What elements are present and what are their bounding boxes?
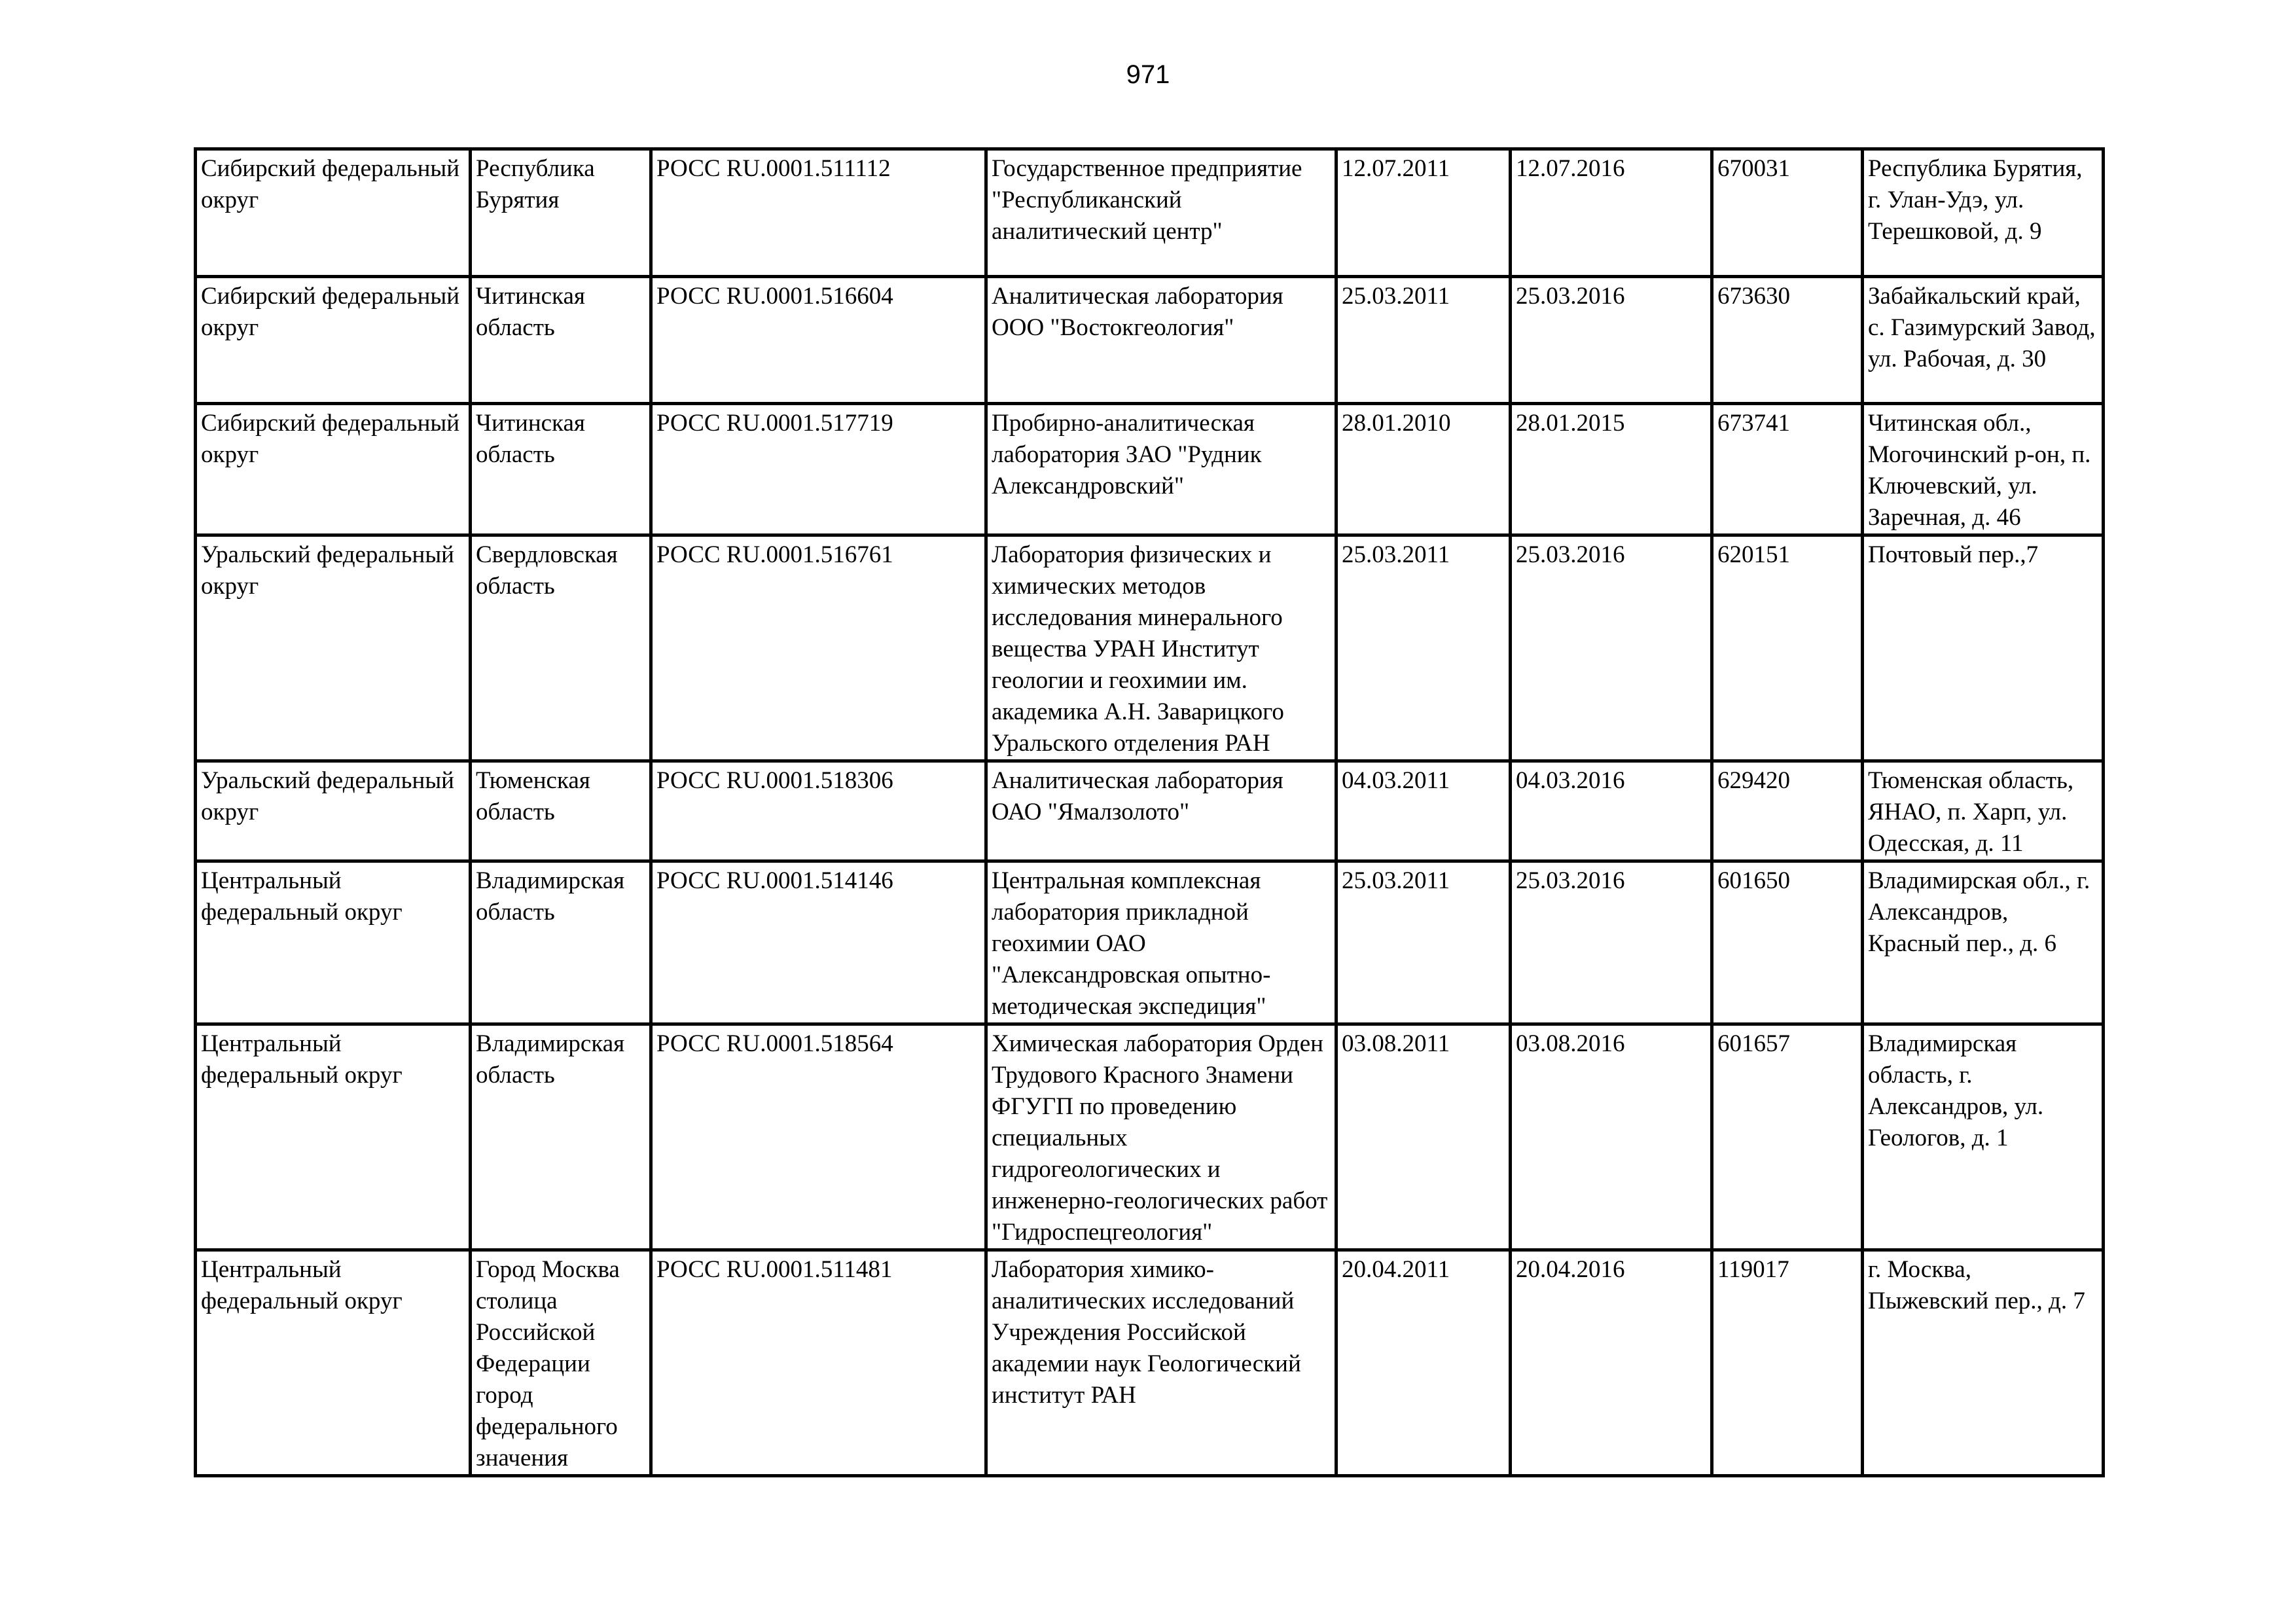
table-row [196,404,2104,535]
date-to-cell: 25.03.2016 [1511,535,1712,761]
postcode-cell: 673741 [1712,404,1863,535]
postcode-cell: 629420 [1712,761,1863,861]
organization-cell: Центральная комплексная лаборатория прикладной геохимии ОАО "Александровская опытно-методическая экспедиция" [986,861,1336,1024]
district-cell: Сибирский федеральный округ [196,149,471,277]
date-from-cell: 04.03.2011 [1336,761,1511,861]
accreditation-number-cell: РОСС RU.0001.511481 [651,1250,986,1476]
date-to-cell: 03.08.2016 [1511,1024,1712,1250]
organization-cell: Аналитическая лаборатория ООО "Востокгеология" [986,277,1336,404]
address-cell: г. Москва, Пыжевский пер., д. 7 [1863,1250,2104,1476]
district-cell: Центральный федеральный округ [196,861,471,1024]
table-row [196,535,2104,761]
accreditation-number-cell: РОСС RU.0001.517719 [651,404,986,535]
address-cell: Почтовый пер.,7 [1863,535,2104,761]
district-cell: Сибирский федеральный округ [196,277,471,404]
postcode-cell: 119017 [1712,1250,1863,1476]
region-cell: Тюменская область [471,761,651,861]
accreditation-number-cell: РОСС RU.0001.518306 [651,761,986,861]
date-to-cell: 04.03.2016 [1511,761,1712,861]
region-cell: Город Москва столица Российской Федерации город федерального значения [471,1250,651,1476]
date-to-cell: 25.03.2016 [1511,861,1712,1024]
postcode-cell: 601657 [1712,1024,1863,1250]
organization-cell: Лаборатория химико-аналитических исследований Учреждения Российской академии наук Геологический институт РАН [986,1250,1336,1476]
date-to-cell: 12.07.2016 [1511,149,1712,277]
date-to-cell: 28.01.2015 [1511,404,1712,535]
table-row [196,761,2104,861]
table-row [196,861,2104,1024]
date-from-cell: 25.03.2011 [1336,861,1511,1024]
accreditation-number-cell: РОСС RU.0001.511112 [651,149,986,277]
table-row [196,1024,2104,1250]
accreditation-number-cell: РОСС RU.0001.516761 [651,535,986,761]
region-cell: Читинская область [471,277,651,404]
address-cell: Забайкальский край, с. Газимурский Завод, ул. Рабочая, д. 30 [1863,277,2104,404]
organization-cell: Химическая лаборатория Орден Трудового Красного Знамени ФГУГП по проведению специальных гидрогеологических и инженерно-геологических работ "Гидроспецгеология" [986,1024,1336,1250]
organization-cell: Пробирно-аналитическая лаборатория ЗАО "Рудник Александровский" [986,404,1336,535]
accreditation-number-cell: РОСС RU.0001.514146 [651,861,986,1024]
district-cell: Сибирский федеральный округ [196,404,471,535]
address-cell: Владимирская обл., г. Александров, Красный пер., д. 6 [1863,861,2104,1024]
region-cell: Свердловская область [471,535,651,761]
date-from-cell: 28.01.2010 [1336,404,1511,535]
accreditation-number-cell: РОСС RU.0001.516604 [651,277,986,404]
laboratory-registry-table [194,147,2105,1477]
accreditation-number-cell: РОСС RU.0001.518564 [651,1024,986,1250]
date-from-cell: 03.08.2011 [1336,1024,1511,1250]
table-row [196,277,2104,404]
address-cell: Тюменская область, ЯНАО, п. Харп, ул. Одесская, д. 11 [1863,761,2104,861]
table-row [196,1250,2104,1476]
date-from-cell: 25.03.2011 [1336,535,1511,761]
address-cell: Владимирская область, г. Александров, ул. Геологов, д. 1 [1863,1024,2104,1250]
organization-cell: Лаборатория физических и химических методов исследования минерального вещества УРАН Институт геологии и геохимии им. академика А.Н. Заварицкого Уральского отделения РАН [986,535,1336,761]
postcode-cell: 620151 [1712,535,1863,761]
region-cell: Республика Бурятия [471,149,651,277]
district-cell: Центральный федеральный округ [196,1250,471,1476]
date-from-cell: 20.04.2011 [1336,1250,1511,1476]
postcode-cell: 601650 [1712,861,1863,1024]
organization-cell: Государственное предприятие "Республиканский аналитический центр" [986,149,1336,277]
organization-cell: Аналитическая лаборатория ОАО "Ямалзолото" [986,761,1336,861]
region-cell: Владимирская область [471,1024,651,1250]
postcode-cell: 670031 [1712,149,1863,277]
region-cell: Владимирская область [471,861,651,1024]
date-to-cell: 25.03.2016 [1511,277,1712,404]
page-number: 971 [1126,60,1170,89]
address-cell: Республика Бурятия, г. Улан-Удэ, ул. Терешковой, д. 9 [1863,149,2104,277]
address-cell: Читинская обл., Могочинский р-он, п. Ключевский, ул. Заречная, д. 46 [1863,404,2104,535]
table-row [196,149,2104,277]
date-to-cell: 20.04.2016 [1511,1250,1712,1476]
district-cell: Уральский федеральный округ [196,761,471,861]
region-cell: Читинская область [471,404,651,535]
postcode-cell: 673630 [1712,277,1863,404]
district-cell: Уральский федеральный округ [196,535,471,761]
district-cell: Центральный федеральный округ [196,1024,471,1250]
date-from-cell: 25.03.2011 [1336,277,1511,404]
date-from-cell: 12.07.2011 [1336,149,1511,277]
